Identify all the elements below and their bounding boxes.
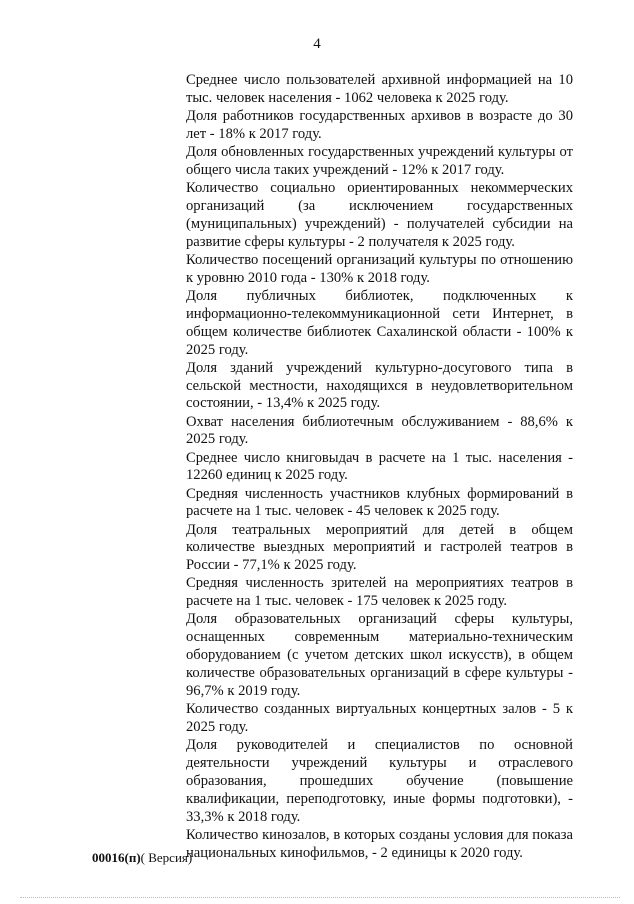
paragraph: Средняя численность зрителей на мероприятиях театров в расчете на 1 тыс. человек - 175 человек к 2025 году.	[186, 575, 573, 610]
paragraph: Доля образовательных организаций сферы культуры, оснащенных современным материально-техническим оборудованием (с учетом детских школ искусств), в общем количестве образовательных организаций в сфере культуры - 96,7% к 2019 году.	[186, 611, 573, 700]
paragraph: Количество социально ориентированных некоммерческих организаций (за исключением государственных (муниципальных) учреждений) - получателей субсидии на развитие сферы культуры - 2 получателя к 2025 году.	[186, 180, 573, 250]
paragraph: Доля театральных мероприятий для детей в общем количестве выездных мероприятий и гастролей театров в России - 77,1% к 2025 году.	[186, 521, 573, 574]
paragraph: Средняя численность участников клубных формирований в расчете на 1 тыс. человек - 45 человек к 2025 году.	[186, 485, 573, 520]
paragraph: Среднее число пользователей архивной информацией на 10 тыс. человек населения - 1062 человека к 2025 году.	[186, 72, 573, 106]
paragraph: Количество созданных виртуальных концертных залов - 5 к 2025 году.	[186, 701, 573, 736]
paragraph: Доля публичных библиотек, подключенных к информационно-телекоммуникационной сети Интернет, в общем количестве библиотек Сахалинской области - 100% к 2025 году.	[186, 287, 573, 358]
paragraph: Доля зданий учреждений культурно-досугового типа в сельской местности, находящихся в неудовлетворительном состоянии, - 13,4% к 2025 году.	[186, 359, 573, 412]
paragraph: Доля работников государственных архивов в возрасте до 30 лет - 18% к 2017 году.	[186, 108, 573, 142]
document-version: ( Версия)	[140, 850, 193, 865]
paragraph: Охват населения библиотечным обслуживанием - 88,6% к 2025 году.	[186, 413, 573, 448]
paragraph: Количество посещений организаций культуры по отношению к уровню 2010 года - 130% к 2018 году.	[186, 251, 573, 286]
paragraph: Количество кинозалов, в которых созданы условия для показа национальных кинофильмов, - 2 единицы к 2020 году.	[186, 826, 573, 861]
paragraph: Среднее число книговыдач в расчете на 1 тыс. населения - 12260 единиц к 2025 году.	[186, 449, 573, 484]
paragraph: Доля обновленных государственных учреждений культуры от общего числа таких учреждений - 12% к 2017 году.	[186, 144, 573, 178]
scan-edge-divider	[20, 897, 620, 902]
document-body	[186, 72, 573, 863]
document-code: 00016(п)	[92, 850, 141, 865]
page-number: 4	[313, 36, 321, 52]
document-footer	[92, 850, 192, 866]
paragraph: Доля руководителей и специалистов по основной деятельности учреждений культуры и отраслевого образования, прошедших обучение (повышение квалификации, переподготовку, иные формы подготовки), - 33,3% к 2018 году.	[186, 737, 573, 825]
